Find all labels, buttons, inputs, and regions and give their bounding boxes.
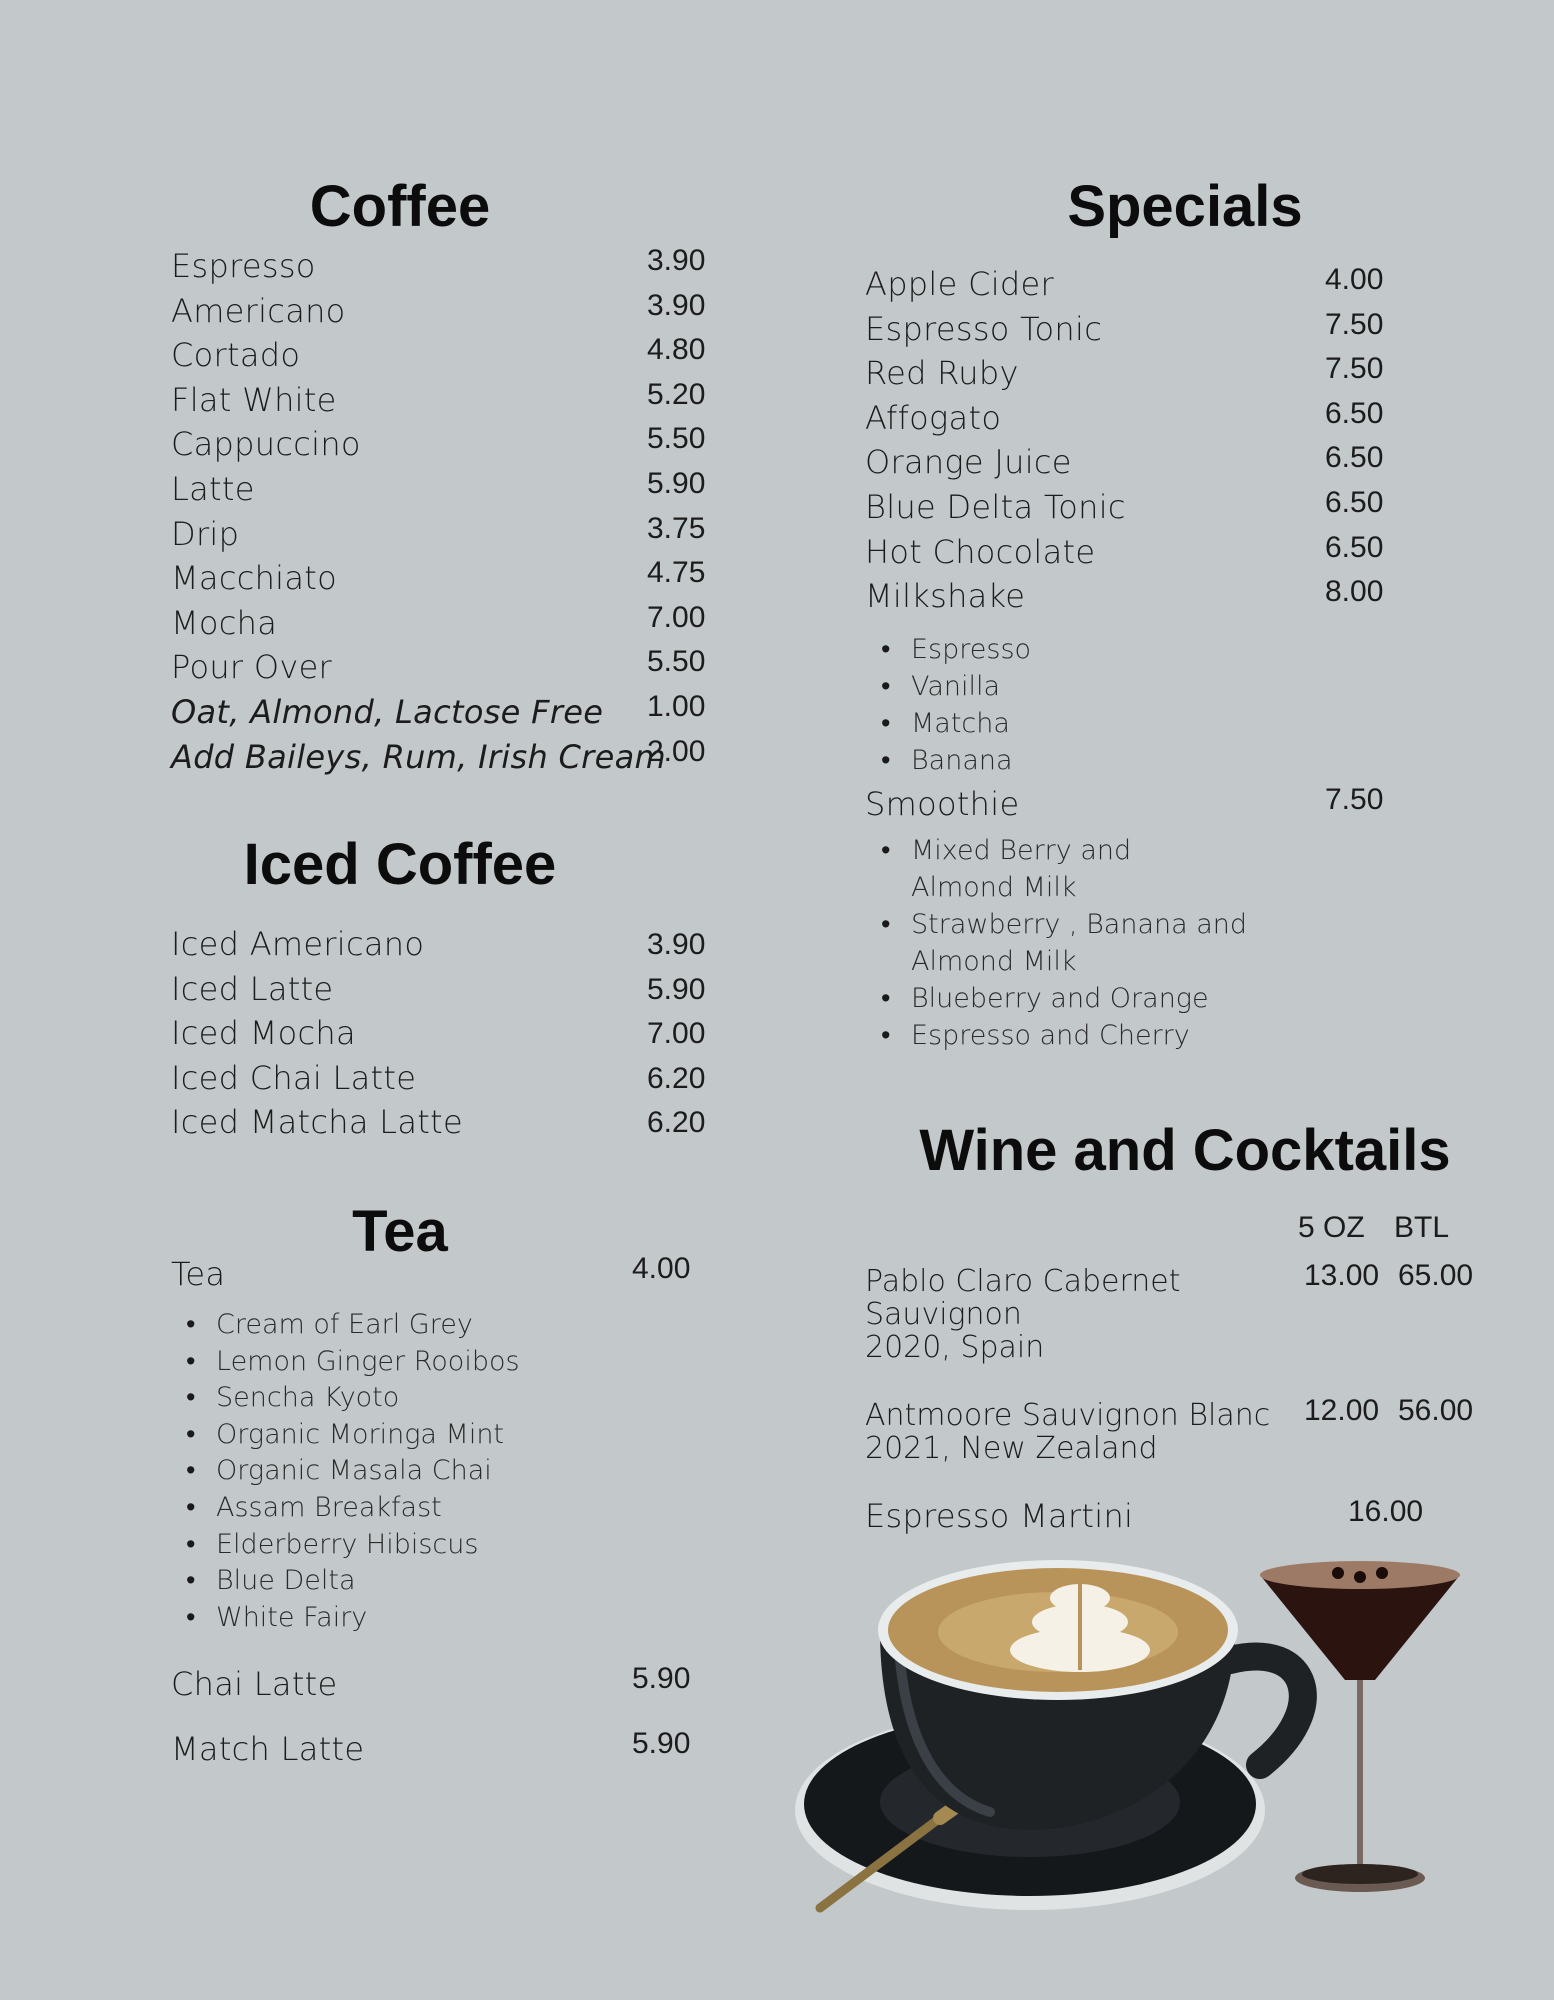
coffee-item-name: Pour Over xyxy=(171,648,333,687)
coffee-heading: Coffee xyxy=(309,174,491,239)
martini-price: 16.00 xyxy=(1348,1495,1424,1528)
milkshake-option: • Vanilla xyxy=(911,673,1000,700)
smoothie-option: • Espresso and Cherry xyxy=(911,1022,1190,1049)
wine-col-glass: 5 OZ xyxy=(1298,1211,1365,1244)
tea-heading: Tea xyxy=(352,1199,448,1264)
coffee-item-name: Flat White xyxy=(171,380,337,419)
coffee-item-price: 5.90 xyxy=(647,467,706,500)
martini-name: Espresso Martini xyxy=(865,1497,1134,1535)
tea-extra-name: Match Latte xyxy=(171,1730,365,1768)
coffee-item-price: 3.90 xyxy=(647,244,706,277)
smoothie-option: • Strawberry , Banana and xyxy=(911,911,1247,938)
specials-item-price: 6.50 xyxy=(1325,441,1384,475)
tea-option: • Lemon Ginger Rooibos xyxy=(216,1348,520,1375)
coffee-item-name: Oat, Almond, Lactose Free xyxy=(171,693,604,731)
coffee-item-name: Mocha xyxy=(171,603,278,642)
specials-item-name: Milkshake xyxy=(865,577,1026,616)
specials-item-name: Blue Delta Tonic xyxy=(865,488,1126,526)
wine-item-1-line2: Sauvignon xyxy=(865,1297,1022,1332)
specials-item-price: 7.50 xyxy=(1325,307,1384,341)
tea-extra-price: 5.90 xyxy=(632,1727,691,1760)
smoothie-option: • Blueberry and Orange xyxy=(911,985,1209,1012)
specials-item-price: 6.50 xyxy=(1325,530,1384,564)
tea-option: • Blue Delta xyxy=(216,1567,356,1594)
tea-item-price: 4.00 xyxy=(632,1252,691,1285)
coffee-item-price: 5.50 xyxy=(647,422,706,456)
coffee-item-price: 2.00 xyxy=(647,734,706,768)
smoothie-option: • Mixed Berry and xyxy=(911,837,1131,864)
tea-option: • Cream of Earl Grey xyxy=(216,1311,473,1338)
specials-item-price: 6.50 xyxy=(1325,486,1384,519)
iced-coffee-heading: Iced Coffee xyxy=(243,832,557,897)
milkshake-option: • Matcha xyxy=(911,710,1010,737)
coffee-item-price: 1.00 xyxy=(647,690,706,723)
specials-item-price: 4.00 xyxy=(1325,263,1384,296)
smoothie-option-continued: Almond Milk xyxy=(911,872,1077,903)
iced-coffee-item-name: Iced Americano xyxy=(171,925,425,963)
iced-coffee-item-price: 5.90 xyxy=(647,972,706,1006)
tea-extra-name: Chai Latte xyxy=(171,1665,338,1703)
coffee-item-name: Latte xyxy=(171,470,255,508)
tea-option: • Organic Masala Chai xyxy=(216,1457,492,1484)
iced-coffee-item-name: Iced Latte xyxy=(171,969,334,1008)
coffee-item-price: 7.00 xyxy=(647,600,706,634)
specials-item-price: 7.50 xyxy=(1325,352,1384,386)
specials-item-name: Espresso Tonic xyxy=(865,309,1103,348)
tea-item-name: Tea xyxy=(171,1255,226,1293)
coffee-item-name: Americano xyxy=(171,291,346,330)
coffee-cup-and-martini-icon xyxy=(790,1540,1490,1920)
tea-option: • Assam Breakfast xyxy=(216,1494,442,1521)
iced-coffee-item-name: Iced Chai Latte xyxy=(171,1058,417,1097)
specials-item-name: Orange Juice xyxy=(865,443,1072,482)
tea-option: • Organic Moringa Mint xyxy=(216,1421,504,1448)
smoothie-option-continued: Almond Milk xyxy=(911,946,1077,977)
wine-item-1-glass: 13.00 xyxy=(1304,1259,1380,1292)
wine-item-2-name xyxy=(865,1399,1270,1465)
iced-coffee-item-name: Iced Mocha xyxy=(171,1014,356,1053)
tea-extra-price: 5.90 xyxy=(632,1662,691,1695)
wine-item-2-glass: 12.00 xyxy=(1304,1394,1380,1427)
specials-item-name: Affogato xyxy=(865,398,1002,437)
tea-option: • Sencha Kyoto xyxy=(216,1384,399,1411)
coffee-item-price: 3.75 xyxy=(647,511,706,545)
wine-item-1-name xyxy=(865,1265,1181,1364)
wine-item-2-bottle: 56.00 xyxy=(1398,1394,1474,1427)
specials-item-name: Apple Cider xyxy=(865,265,1054,303)
coffee-item-price: 3.90 xyxy=(647,288,706,322)
wine-item-1-line3: 2020, Spain xyxy=(865,1330,1045,1365)
wine-item-1-line1: Pablo Claro Cabernet xyxy=(865,1264,1181,1299)
coffee-item-name: Macchiato xyxy=(171,559,338,598)
iced-coffee-item-price: 6.20 xyxy=(647,1106,706,1140)
coffee-item-name: Add Baileys, Rum, Irish Cream xyxy=(171,737,666,776)
tea-option: • Elderberry Hibiscus xyxy=(216,1531,478,1558)
smoothie-price: 7.50 xyxy=(1325,783,1384,816)
milkshake-option: • Banana xyxy=(911,747,1013,774)
wine-item-2-line1: Antmoore Sauvignon Blanc xyxy=(865,1398,1271,1433)
specials-heading: Specials xyxy=(1067,174,1303,239)
tea-option: • White Fairy xyxy=(216,1604,367,1631)
specials-item-price: 8.00 xyxy=(1325,575,1384,609)
iced-coffee-item-price: 3.90 xyxy=(647,928,706,961)
wine-item-2-line2: 2021, New Zealand xyxy=(865,1431,1158,1466)
coffee-item-price: 5.20 xyxy=(647,377,706,411)
coffee-item-price: 4.80 xyxy=(647,333,706,367)
wine-heading: Wine and Cocktails xyxy=(919,1118,1451,1183)
coffee-item-name: Cortado xyxy=(171,336,301,375)
coffee-item-price: 4.75 xyxy=(647,556,706,590)
wine-col-bottle: BTL xyxy=(1394,1211,1450,1244)
coffee-item-name: Espresso xyxy=(171,247,316,285)
wine-item-1-bottle: 65.00 xyxy=(1398,1259,1474,1292)
coffee-item-price: 5.50 xyxy=(647,645,706,679)
iced-coffee-item-price: 6.20 xyxy=(647,1061,706,1095)
specials-item-name: Red Ruby xyxy=(865,354,1019,393)
specials-item-price: 6.50 xyxy=(1325,396,1384,430)
specials-item-name: Hot Chocolate xyxy=(865,532,1096,571)
milkshake-option: • Espresso xyxy=(911,636,1031,663)
iced-coffee-item-name: Iced Matcha Latte xyxy=(171,1103,463,1142)
coffee-item-name: Drip xyxy=(171,514,240,553)
iced-coffee-item-price: 7.00 xyxy=(647,1017,706,1051)
coffee-item-name: Cappuccino xyxy=(171,425,361,464)
smoothie-name: Smoothie xyxy=(865,785,1020,823)
